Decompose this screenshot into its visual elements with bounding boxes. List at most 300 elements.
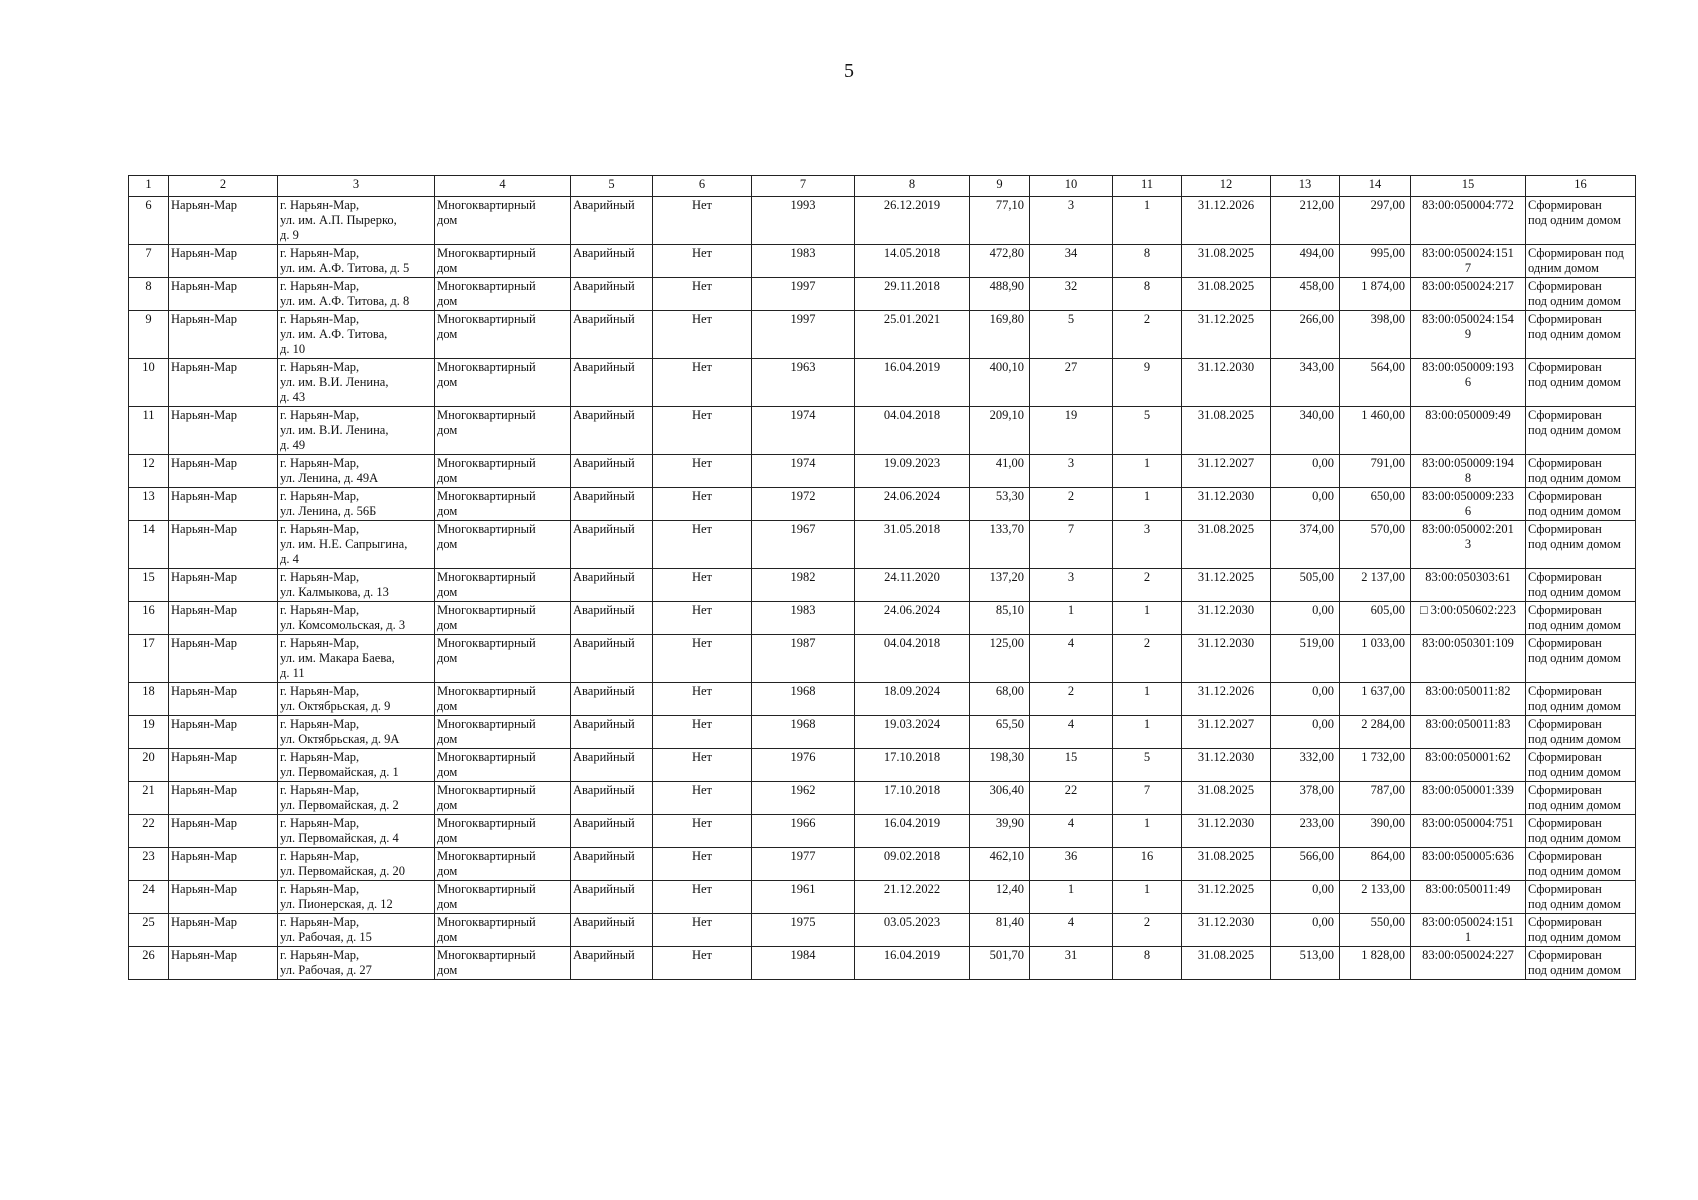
building-type-cell xyxy=(435,245,571,278)
note-cell-line: Сформирован xyxy=(1528,882,1602,896)
address-cell-line: г. Нарьян-Мар, xyxy=(280,246,360,260)
building-type-cell-line: дом xyxy=(437,471,458,485)
note-cell-line: Сформирован xyxy=(1528,816,1602,830)
building-type-cell-line: дом xyxy=(437,765,458,779)
building-type-cell-line: Многоквартирный xyxy=(437,684,536,698)
flag-cell: Нет xyxy=(653,311,752,359)
note-cell xyxy=(1526,407,1636,455)
status-cell: Аварийный xyxy=(571,602,653,635)
address-cell xyxy=(278,245,435,278)
cadastral-number-cell-line: 6 xyxy=(1464,375,1472,389)
city-cell: Нарьян-Мар xyxy=(169,278,278,311)
column-11-cell: 2 xyxy=(1113,569,1182,602)
table-row xyxy=(129,197,1636,245)
address-cell-line: г. Нарьян-Мар, xyxy=(280,312,360,326)
column-header-4: 4 xyxy=(435,176,571,197)
cadastral-number-cell-line: 8 xyxy=(1464,471,1472,485)
cadastral-number-cell-line: 83:00:050004:772 xyxy=(1422,198,1514,212)
cadastral-number-cell-line: 83:00:050001:62 xyxy=(1425,750,1511,764)
column-13-cell: 0,00 xyxy=(1271,602,1340,635)
note-cell-line: Сформирован xyxy=(1528,408,1602,422)
address-cell-line: ул. Октябрьская, д. 9А xyxy=(280,732,400,746)
column-11-cell: 16 xyxy=(1113,848,1182,881)
row-number-cell: 17 xyxy=(129,635,169,683)
status-cell: Аварийный xyxy=(571,197,653,245)
building-type-cell xyxy=(435,521,571,569)
address-cell-line: г. Нарьян-Мар, xyxy=(280,684,360,698)
year-cell: 1968 xyxy=(752,683,855,716)
building-type-cell-line: дом xyxy=(437,327,458,341)
area-cell: 41,00 xyxy=(970,455,1030,488)
building-type-cell xyxy=(435,749,571,782)
building-type-cell-line: дом xyxy=(437,375,458,389)
date-cell: 25.01.2021 xyxy=(855,311,970,359)
status-cell: Аварийный xyxy=(571,749,653,782)
column-10-cell: 4 xyxy=(1030,716,1113,749)
table-row xyxy=(129,488,1636,521)
status-cell: Аварийный xyxy=(571,455,653,488)
column-10-cell: 4 xyxy=(1030,815,1113,848)
city-cell: Нарьян-Мар xyxy=(169,455,278,488)
building-type-cell-line: Многоквартирный xyxy=(437,717,536,731)
area-cell: 12,40 xyxy=(970,881,1030,914)
column-header-14: 14 xyxy=(1340,176,1411,197)
deadline-cell: 31.12.2026 xyxy=(1182,197,1271,245)
address-cell xyxy=(278,197,435,245)
address-cell-line: ул. Первомайская, д. 4 xyxy=(280,831,399,845)
date-cell: 04.04.2018 xyxy=(855,407,970,455)
address-cell-line: г. Нарьян-Мар, xyxy=(280,360,360,374)
address-cell xyxy=(278,455,435,488)
building-type-cell xyxy=(435,602,571,635)
cadastral-number-cell-line: 83:00:050011:83 xyxy=(1425,717,1511,731)
deadline-cell: 31.12.2030 xyxy=(1182,914,1271,947)
building-type-cell xyxy=(435,455,571,488)
note-cell-line: Сформирован xyxy=(1528,522,1602,536)
address-cell-line: ул. Пионерская, д. 12 xyxy=(280,897,393,911)
address-cell-line: ул. Комсомольская, д. 3 xyxy=(280,618,406,632)
column-14-cell: 995,00 xyxy=(1340,245,1411,278)
cadastral-number-cell xyxy=(1411,914,1526,947)
area-cell: 488,90 xyxy=(970,278,1030,311)
cadastral-number-cell xyxy=(1411,197,1526,245)
cadastral-number-cell-line: 83:00:050024:151 xyxy=(1422,915,1514,929)
row-number-cell: 19 xyxy=(129,716,169,749)
column-10-cell: 5 xyxy=(1030,311,1113,359)
deadline-cell: 31.12.2025 xyxy=(1182,311,1271,359)
deadline-cell: 31.12.2026 xyxy=(1182,683,1271,716)
table-body xyxy=(129,197,1636,980)
note-cell-line: Сформирован xyxy=(1528,684,1602,698)
row-number-cell: 25 xyxy=(129,914,169,947)
city-cell: Нарьян-Мар xyxy=(169,311,278,359)
address-cell-line: ул. Рабочая, д. 27 xyxy=(280,963,372,977)
address-cell xyxy=(278,278,435,311)
column-11-cell: 7 xyxy=(1113,782,1182,815)
column-11-cell: 8 xyxy=(1113,278,1182,311)
cadastral-number-cell-line: 3 xyxy=(1464,537,1472,551)
status-cell: Аварийный xyxy=(571,278,653,311)
note-cell-line: под одним домом xyxy=(1528,585,1621,599)
flag-cell: Нет xyxy=(653,848,752,881)
column-header-16: 16 xyxy=(1526,176,1636,197)
flag-cell: Нет xyxy=(653,455,752,488)
status-cell: Аварийный xyxy=(571,521,653,569)
note-cell xyxy=(1526,569,1636,602)
note-cell-line: одним домом xyxy=(1528,261,1599,275)
row-number-cell: 18 xyxy=(129,683,169,716)
row-number-cell: 10 xyxy=(129,359,169,407)
row-number-cell: 21 xyxy=(129,782,169,815)
table-row xyxy=(129,521,1636,569)
note-cell-line: под одним домом xyxy=(1528,963,1621,977)
building-type-cell-line: дом xyxy=(437,963,458,977)
flag-cell: Нет xyxy=(653,683,752,716)
column-14-cell: 650,00 xyxy=(1340,488,1411,521)
note-cell xyxy=(1526,278,1636,311)
area-cell: 472,80 xyxy=(970,245,1030,278)
note-cell xyxy=(1526,311,1636,359)
note-cell-line: Сформирован xyxy=(1528,198,1602,212)
cadastral-number-cell-line: 83:00:050009:194 xyxy=(1422,456,1514,470)
address-cell xyxy=(278,815,435,848)
address-cell-line: ул. им. А.Ф. Титова, xyxy=(280,327,388,341)
building-type-cell xyxy=(435,569,571,602)
column-11-cell: 1 xyxy=(1113,488,1182,521)
cadastral-number-cell-line: 83:00:050001:339 xyxy=(1422,783,1514,797)
table-row xyxy=(129,569,1636,602)
note-cell-line: Сформирован xyxy=(1528,750,1602,764)
column-14-cell: 564,00 xyxy=(1340,359,1411,407)
address-cell xyxy=(278,488,435,521)
note-cell-line: Сформирован xyxy=(1528,717,1602,731)
cadastral-number-cell-line: 83:00:050011:49 xyxy=(1425,882,1511,896)
status-cell: Аварийный xyxy=(571,947,653,980)
row-number-cell: 13 xyxy=(129,488,169,521)
table-row xyxy=(129,683,1636,716)
note-cell xyxy=(1526,245,1636,278)
column-10-cell: 4 xyxy=(1030,914,1113,947)
note-cell-line: под одним домом xyxy=(1528,504,1621,518)
row-number-cell: 24 xyxy=(129,881,169,914)
note-cell-line: Сформирован xyxy=(1528,636,1602,650)
column-11-cell: 1 xyxy=(1113,815,1182,848)
cadastral-number-cell xyxy=(1411,635,1526,683)
note-cell xyxy=(1526,848,1636,881)
row-number-cell: 6 xyxy=(129,197,169,245)
address-cell xyxy=(278,407,435,455)
flag-cell: Нет xyxy=(653,749,752,782)
year-cell: 1961 xyxy=(752,881,855,914)
address-cell xyxy=(278,569,435,602)
column-13-cell: 566,00 xyxy=(1271,848,1340,881)
area-cell: 501,70 xyxy=(970,947,1030,980)
building-type-cell-line: Многоквартирный xyxy=(437,816,536,830)
date-cell: 19.03.2024 xyxy=(855,716,970,749)
column-13-cell: 0,00 xyxy=(1271,683,1340,716)
note-cell-line: Сформирован xyxy=(1528,849,1602,863)
status-cell: Аварийный xyxy=(571,881,653,914)
column-11-cell: 2 xyxy=(1113,914,1182,947)
address-cell-line: г. Нарьян-Мар, xyxy=(280,915,360,929)
note-cell xyxy=(1526,197,1636,245)
building-type-cell-line: дом xyxy=(437,897,458,911)
area-cell: 462,10 xyxy=(970,848,1030,881)
column-11-cell: 5 xyxy=(1113,407,1182,455)
cadastral-number-cell xyxy=(1411,488,1526,521)
year-cell: 1997 xyxy=(752,311,855,359)
column-11-cell: 1 xyxy=(1113,455,1182,488)
date-cell: 09.02.2018 xyxy=(855,848,970,881)
date-cell: 31.05.2018 xyxy=(855,521,970,569)
deadline-cell: 31.12.2030 xyxy=(1182,635,1271,683)
column-11-cell: 1 xyxy=(1113,602,1182,635)
address-cell-line: г. Нарьян-Мар, xyxy=(280,948,360,962)
table-row xyxy=(129,848,1636,881)
cadastral-number-cell xyxy=(1411,848,1526,881)
building-type-cell-line: дом xyxy=(437,930,458,944)
row-number-cell: 14 xyxy=(129,521,169,569)
flag-cell: Нет xyxy=(653,635,752,683)
flag-cell: Нет xyxy=(653,359,752,407)
address-cell xyxy=(278,947,435,980)
column-header-8: 8 xyxy=(855,176,970,197)
note-cell xyxy=(1526,488,1636,521)
cadastral-number-cell xyxy=(1411,569,1526,602)
building-type-cell-line: дом xyxy=(437,423,458,437)
date-cell: 04.04.2018 xyxy=(855,635,970,683)
city-cell: Нарьян-Мар xyxy=(169,488,278,521)
status-cell: Аварийный xyxy=(571,569,653,602)
address-cell-line: г. Нарьян-Мар, xyxy=(280,456,360,470)
note-cell-line: Сформирован xyxy=(1528,456,1602,470)
column-14-cell: 390,00 xyxy=(1340,815,1411,848)
table-row xyxy=(129,359,1636,407)
year-cell: 1975 xyxy=(752,914,855,947)
building-type-cell xyxy=(435,359,571,407)
table-row xyxy=(129,278,1636,311)
year-cell: 1977 xyxy=(752,848,855,881)
column-14-cell: 398,00 xyxy=(1340,311,1411,359)
address-cell xyxy=(278,848,435,881)
year-cell: 1962 xyxy=(752,782,855,815)
note-cell-line: под одним домом xyxy=(1528,732,1621,746)
column-header-7: 7 xyxy=(752,176,855,197)
cadastral-number-cell xyxy=(1411,947,1526,980)
housing-register-table xyxy=(128,175,1636,980)
city-cell: Нарьян-Мар xyxy=(169,359,278,407)
year-cell: 1976 xyxy=(752,749,855,782)
column-13-cell: 458,00 xyxy=(1271,278,1340,311)
area-cell: 65,50 xyxy=(970,716,1030,749)
cadastral-number-cell xyxy=(1411,716,1526,749)
column-13-cell: 212,00 xyxy=(1271,197,1340,245)
flag-cell: Нет xyxy=(653,782,752,815)
address-cell-line: ул. им. В.И. Ленина, xyxy=(280,423,389,437)
column-11-cell: 5 xyxy=(1113,749,1182,782)
address-cell xyxy=(278,716,435,749)
address-cell-line: г. Нарьян-Мар, xyxy=(280,636,360,650)
city-cell: Нарьян-Мар xyxy=(169,848,278,881)
building-type-cell-line: Многоквартирный xyxy=(437,246,536,260)
year-cell: 1967 xyxy=(752,521,855,569)
year-cell: 1966 xyxy=(752,815,855,848)
column-14-cell: 1 460,00 xyxy=(1340,407,1411,455)
year-cell: 1984 xyxy=(752,947,855,980)
building-type-cell-line: Многоквартирный xyxy=(437,849,536,863)
column-11-cell: 8 xyxy=(1113,947,1182,980)
note-cell-line: Сформирован xyxy=(1528,360,1602,374)
city-cell: Нарьян-Мар xyxy=(169,749,278,782)
cadastral-number-cell-line: 83:00:050303:61 xyxy=(1425,570,1511,584)
column-number-header-row xyxy=(129,176,1636,197)
column-13-cell: 0,00 xyxy=(1271,488,1340,521)
date-cell: 17.10.2018 xyxy=(855,782,970,815)
column-11-cell: 1 xyxy=(1113,683,1182,716)
date-cell: 16.04.2019 xyxy=(855,815,970,848)
column-14-cell: 1 874,00 xyxy=(1340,278,1411,311)
cadastral-number-cell-line: 6 xyxy=(1464,504,1472,518)
deadline-cell: 31.08.2025 xyxy=(1182,521,1271,569)
flag-cell: Нет xyxy=(653,947,752,980)
cadastral-number-cell xyxy=(1411,782,1526,815)
note-cell-line: под одним домом xyxy=(1528,897,1621,911)
city-cell: Нарьян-Мар xyxy=(169,716,278,749)
flag-cell: Нет xyxy=(653,569,752,602)
address-cell-line: ул. Ленина, д. 49А xyxy=(280,471,379,485)
cadastral-number-cell xyxy=(1411,245,1526,278)
note-cell-line: Сформирован xyxy=(1528,603,1602,617)
cadastral-number-cell xyxy=(1411,359,1526,407)
address-cell-line: ул. Ленина, д. 56Б xyxy=(280,504,377,518)
area-cell: 53,30 xyxy=(970,488,1030,521)
address-cell xyxy=(278,602,435,635)
year-cell: 1982 xyxy=(752,569,855,602)
status-cell: Аварийный xyxy=(571,914,653,947)
area-cell: 85,10 xyxy=(970,602,1030,635)
note-cell xyxy=(1526,602,1636,635)
address-cell-line: ул. им. А.Ф. Титова, д. 5 xyxy=(280,261,410,275)
cadastral-number-cell xyxy=(1411,881,1526,914)
deadline-cell: 31.12.2030 xyxy=(1182,815,1271,848)
cadastral-number-cell-line: 83:00:050011:82 xyxy=(1425,684,1511,698)
date-cell: 21.12.2022 xyxy=(855,881,970,914)
status-cell: Аварийный xyxy=(571,848,653,881)
city-cell: Нарьян-Мар xyxy=(169,683,278,716)
column-10-cell: 36 xyxy=(1030,848,1113,881)
city-cell: Нарьян-Мар xyxy=(169,602,278,635)
column-10-cell: 4 xyxy=(1030,635,1113,683)
building-type-cell-line: дом xyxy=(437,504,458,518)
note-cell-line: Сформирован xyxy=(1528,915,1602,929)
city-cell: Нарьян-Мар xyxy=(169,815,278,848)
column-header-15: 15 xyxy=(1411,176,1526,197)
status-cell: Аварийный xyxy=(571,782,653,815)
row-number-cell: 15 xyxy=(129,569,169,602)
column-13-cell: 0,00 xyxy=(1271,455,1340,488)
cadastral-number-cell-line: 83:00:050004:751 xyxy=(1422,816,1514,830)
note-cell xyxy=(1526,881,1636,914)
status-cell: Аварийный xyxy=(571,488,653,521)
row-number-cell: 26 xyxy=(129,947,169,980)
status-cell: Аварийный xyxy=(571,815,653,848)
address-cell-line: д. 11 xyxy=(280,666,305,680)
note-cell-line: Сформирован xyxy=(1528,948,1602,962)
flag-cell: Нет xyxy=(653,716,752,749)
building-type-cell-line: дом xyxy=(437,651,458,665)
flag-cell: Нет xyxy=(653,278,752,311)
column-14-cell: 787,00 xyxy=(1340,782,1411,815)
building-type-cell-line: дом xyxy=(437,699,458,713)
cadastral-number-cell-line: 7 xyxy=(1464,261,1472,275)
row-number-cell: 16 xyxy=(129,602,169,635)
table-row xyxy=(129,602,1636,635)
building-type-cell-line: дом xyxy=(437,618,458,632)
column-14-cell: 1 828,00 xyxy=(1340,947,1411,980)
row-number-cell: 23 xyxy=(129,848,169,881)
table-row xyxy=(129,947,1636,980)
cadastral-number-cell-line: 1 xyxy=(1464,930,1472,944)
cadastral-number-cell xyxy=(1411,602,1526,635)
column-11-cell: 2 xyxy=(1113,635,1182,683)
note-cell-line: под одним домом xyxy=(1528,471,1621,485)
area-cell: 77,10 xyxy=(970,197,1030,245)
note-cell xyxy=(1526,716,1636,749)
date-cell: 17.10.2018 xyxy=(855,749,970,782)
deadline-cell: 31.12.2027 xyxy=(1182,455,1271,488)
building-type-cell xyxy=(435,782,571,815)
address-cell xyxy=(278,635,435,683)
area-cell: 81,40 xyxy=(970,914,1030,947)
column-14-cell: 570,00 xyxy=(1340,521,1411,569)
column-13-cell: 332,00 xyxy=(1271,749,1340,782)
area-cell: 125,00 xyxy=(970,635,1030,683)
column-11-cell: 1 xyxy=(1113,716,1182,749)
column-10-cell: 22 xyxy=(1030,782,1113,815)
column-13-cell: 0,00 xyxy=(1271,881,1340,914)
note-cell-line: под одним домом xyxy=(1528,537,1621,551)
cadastral-number-cell-line: 83:00:050009:49 xyxy=(1425,408,1511,422)
column-13-cell: 505,00 xyxy=(1271,569,1340,602)
address-cell xyxy=(278,359,435,407)
column-10-cell: 3 xyxy=(1030,197,1113,245)
area-cell: 133,70 xyxy=(970,521,1030,569)
row-number-cell: 22 xyxy=(129,815,169,848)
note-cell-line: под одним домом xyxy=(1528,699,1621,713)
area-cell: 39,90 xyxy=(970,815,1030,848)
city-cell: Нарьян-Мар xyxy=(169,569,278,602)
note-cell-line: под одним домом xyxy=(1528,930,1621,944)
table-row xyxy=(129,311,1636,359)
deadline-cell: 31.12.2030 xyxy=(1182,602,1271,635)
column-14-cell: 1 732,00 xyxy=(1340,749,1411,782)
area-cell: 169,80 xyxy=(970,311,1030,359)
column-11-cell: 8 xyxy=(1113,245,1182,278)
cadastral-number-cell-line: 83:00:050009:233 xyxy=(1422,489,1514,503)
building-type-cell-line: дом xyxy=(437,864,458,878)
address-cell-line: ул. Октябрьская, д. 9 xyxy=(280,699,391,713)
cadastral-number-cell-line: 9 xyxy=(1464,327,1472,341)
note-cell xyxy=(1526,635,1636,683)
address-cell-line: г. Нарьян-Мар, xyxy=(280,408,360,422)
note-cell-line: под одним домом xyxy=(1528,213,1621,227)
table-row xyxy=(129,407,1636,455)
flag-cell: Нет xyxy=(653,815,752,848)
cadastral-number-cell xyxy=(1411,521,1526,569)
building-type-cell-line: дом xyxy=(437,261,458,275)
note-cell-line: под одним домом xyxy=(1528,651,1621,665)
date-cell: 18.09.2024 xyxy=(855,683,970,716)
